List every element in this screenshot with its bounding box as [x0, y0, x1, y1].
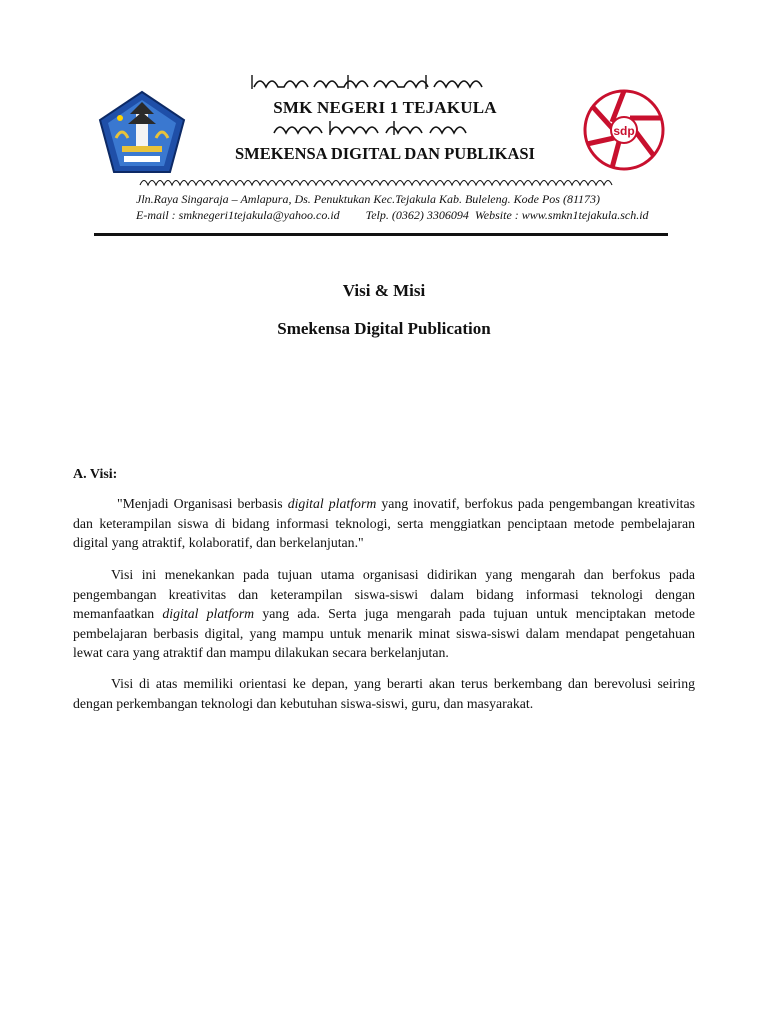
phone-text: Telp. (0362) 3306094 — [365, 208, 469, 222]
website-text: Website : www.smkn1tejakula.sch.id — [474, 208, 649, 222]
province-emblem-icon — [98, 90, 186, 174]
sdp-logo-icon — [582, 88, 666, 172]
address-block — [136, 192, 656, 223]
paragraph-vision-orientation: Visi di atas memiliki orientasi ke depan, yang berarti akan terus berkembang dan berevolusi seiring dengan perkembangan teknologi dan kebutuhan siswa-siswi, guru, dan masyarakat. — [73, 676, 695, 711]
balinese-script-address-line — [138, 173, 638, 189]
section-heading-visi: A. Visi: — [73, 467, 118, 482]
paragraph-vision-explanation: Visi ini menekankan pada tujuan utama organisasi didirikan yang mengarah dan berfokus pada pengembangan kreativitas dan keterampilan siswa-siswi dalam bidang informasi teknologi dengan memanfaatkan digital platform yang ada. Serta juga mengarah pada tujuan untuk menciptakan metode pembelajaran berbasis digital, yang mampu untuk menarik minat siswa-siswi dalam mendapat pengetahuan lewat cara yang atraktif dan mampu dilakukan secara berkelanjutan. — [73, 567, 695, 660]
balinese-script-line-top — [190, 72, 580, 94]
paragraph-vision-statement: "Menjadi Organisasi berbasis digital platform yang inovatif, berfokus pada pengembangan kreativitas dan keterampilan siswa di bidang informasi teknologi, serta menggiatkan penciptaan metode pembelajaran digital yang atraktif, kolaboratif, dan berkelanjutan." — [73, 496, 695, 550]
email-text: E-mail : smknegeri1tejakula@yahoo.co.id — [136, 208, 340, 222]
letterhead-text — [190, 72, 580, 164]
letterhead — [0, 60, 768, 240]
document-subtitle: Smekensa Digital Publication — [277, 319, 491, 338]
document-title: Visi & Misi — [342, 281, 426, 300]
school-name: SMK NEGERI 1 TEJAKULA — [273, 98, 497, 117]
address-line: Jln.Raya Singaraja – Amlapura, Ds. Penuktukan Kec.Tejakula Kab. Buleleng. Kode Pos (81173) — [136, 192, 601, 206]
contact-line — [136, 208, 656, 223]
unit-name: SMEKENSA DIGITAL DAN PUBLIKASI — [235, 144, 535, 163]
balinese-script-line-middle — [190, 118, 580, 140]
sdp-logo-text: sdp — [613, 124, 635, 138]
letterhead-divider — [94, 233, 668, 236]
